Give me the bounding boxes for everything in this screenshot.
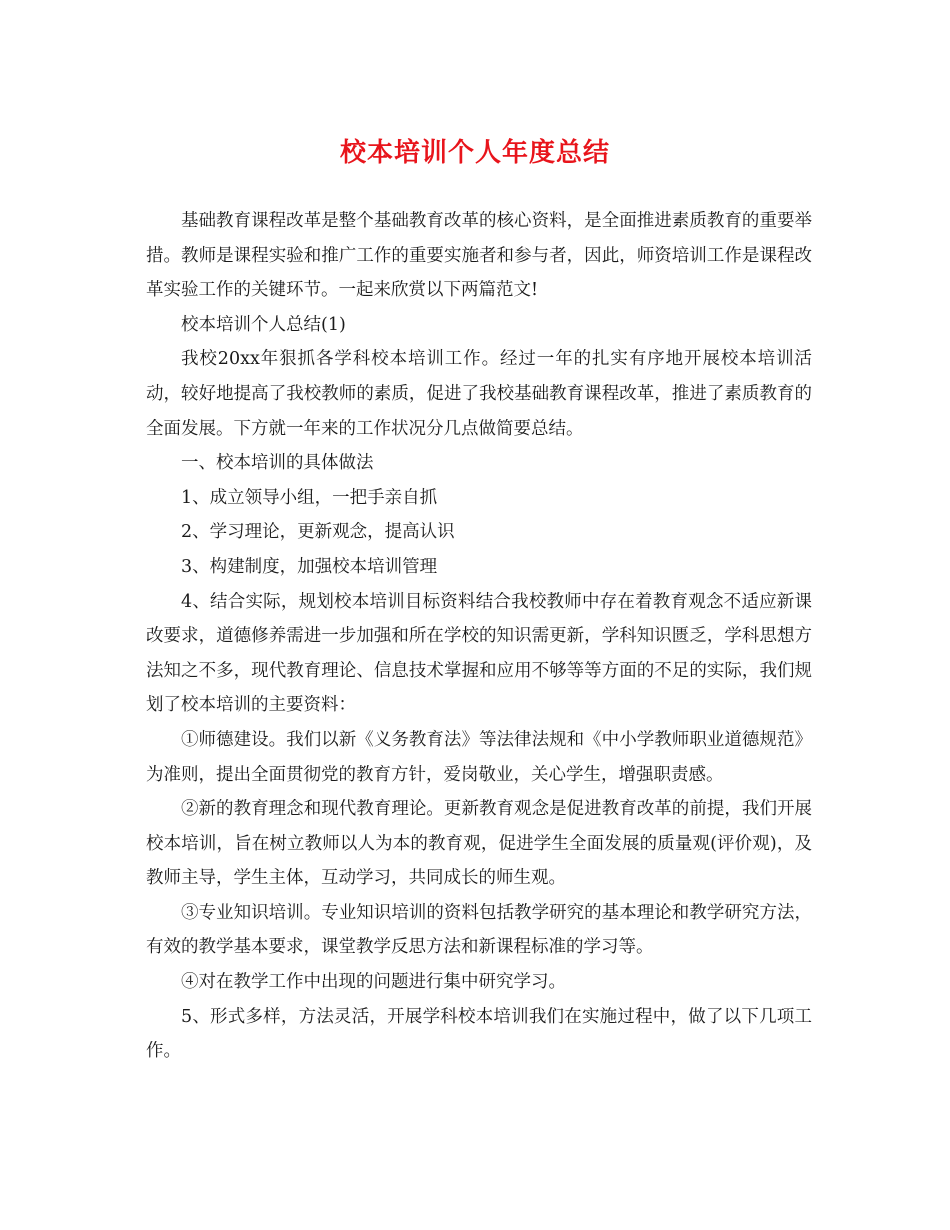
list-item-1: 1、成立领导小组，一把手亲自抓 <box>181 487 438 508</box>
sub-item-2: ②新的教育理念和现代教育理论。更新教育观念是促进教育改革的前提，我们开展校本培训，旨在树立教师以人为本的教育观，促进学生全面发展的质量观(评价观)，及教师主导，学生主体，互动学习，共同成长的师生观。 <box>146 799 812 889</box>
section-heading-practices: 一、校本培训的具体做法 <box>181 453 374 474</box>
list-item-5: 5、形式多样，方法灵活，开展学科校本培训我们在实施过程中，做了以下几项工作。 <box>146 1006 812 1062</box>
section-heading-summary-1: 校本培训个人总结(1) <box>181 314 346 335</box>
intro-paragraph: 基础教育课程改革是整个基础教育改革的核心资料，是全面推进素质教育的重要举措。教师是课程实验和推广工作的重要实施者和参与者，因此，师资培训工作是课程改革实验工作的关键环节。一起来欣赏以下两篇范文! <box>146 211 812 301</box>
sub-item-1: ①师德建设。我们以新《义务教育法》等法律法规和《中小学教师职业道德规范》为准则，提出全面贯彻党的教育方针，爱岗敬业，关心学生，增强职责感。 <box>146 729 812 785</box>
list-item-3: 3、构建制度，加强校本培训管理 <box>181 556 438 577</box>
sub-item-4: ④对在教学工作中出现的问题进行集中研究学习。 <box>181 972 566 993</box>
list-item-2: 2、学习理论，更新观念，提高认识 <box>181 522 455 543</box>
list-item-4: 4、结合实际，规划校本培训目标资料结合我校教师中存在着教育观念不适应新课改要求，道德修养需进一步加强和所在学校的知识需更新，学科知识匮乏，学科思想方法知之不多，现代教育理论、信息技术掌握和应用不够等等方面的不足的实际，我们规划了校本培训的主要资料： <box>146 591 812 716</box>
sub-item-3: ③专业知识培训。专业知识培训的资料包括教学研究的基本理论和教学研究方法，有效的教学基本要求，课堂教学反思方法和新课程标准的学习等。 <box>146 902 812 958</box>
document-body <box>146 204 812 1069</box>
overview-paragraph: 我校20xx年狠抓各学科校本培训工作。经过一年的扎实有序地开展校本培训活动，较好地提高了我校教师的素质，促进了我校基础教育课程改革，推进了素质教育的全面发展。下方就一年来的工作状况分几点做简要总结。 <box>146 349 812 439</box>
document-title: 校本培训个人年度总结 <box>339 138 610 168</box>
